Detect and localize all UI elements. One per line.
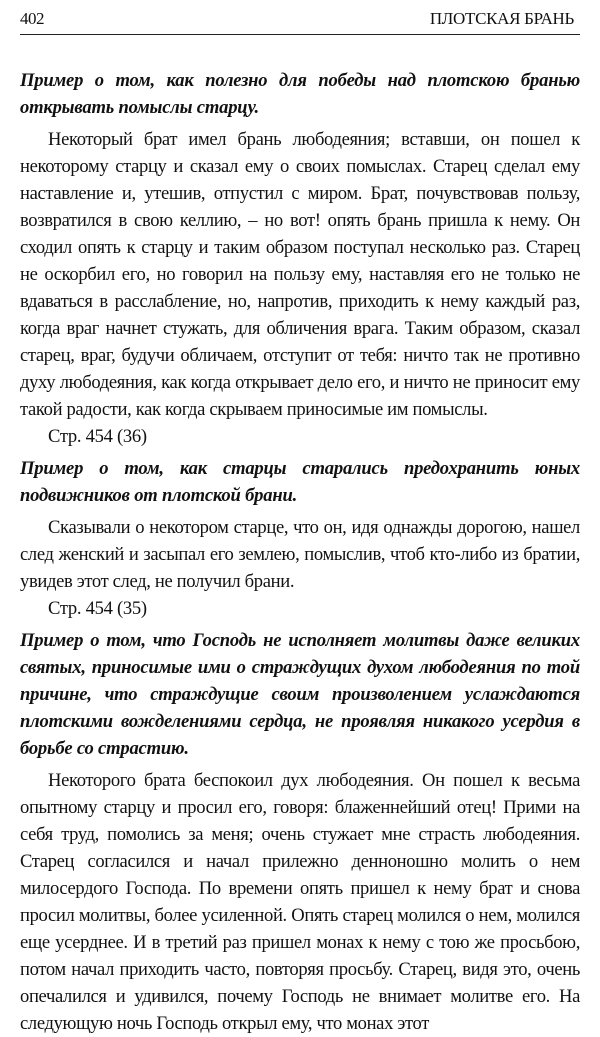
section-heading: Пример о том, как полезно для победы над плотскою бранью открывать помыслы старцу.	[20, 70, 580, 118]
page-number: 402	[20, 9, 44, 28]
book-page	[20, 0, 580, 1037]
section-1	[20, 67, 580, 450]
section-heading: Пример о том, что Господь не исполняет молитвы даже великих святых, приносимые ими о страждущих духом любодеяния по той причине, что страждущие своим произволением услаждаются плотскими вожделениями сердца, не проявляя никакого усердия в борьбе со страстию.	[20, 630, 580, 759]
running-title: ПЛОТСКАЯ БРАНЬ	[429, 9, 574, 28]
section-body: Некоторый брат имел брань любодеяния; вставши, он пошел к некоторому старцу и сказал ему о своих помыслах. Старец сделал ему наставление и, утешив, отпустил с миром. Брат, почувствовав пользу, возвратился в свою келлию, – но вот! опять брань пришла к нему. Он сходил опять к старцу и таким образом поступал несколько раз. Старец не оскорбил его, но говорил на пользу ему, наставляя его не только не вдаваться в расслабление, но, напротив, приходить к нему каждый раз, когда враг начнет стужать, для обличения врага. Таким образом, сказал старец, враг, будучи обличаем, отступит от тебя: ничто так не противно духу любодеяния, как когда открывает дело его, и ничто не приносит ему такой радости, как когда скрываем приносимые им помыслы.	[20, 129, 580, 420]
section-2	[20, 455, 580, 622]
section-body: Сказывали о некотором старце, что он, идя однажды дорогою, нашел след женский и засыпал его землею, помыслив, чтоб кто-либо из братии, увидев этот след, не получил брани.	[20, 517, 580, 592]
section-heading: Пример о том, как старцы старались предохранить юных подвижников от плотской брани.	[20, 458, 580, 506]
source-reference: Стр. 454 (35)	[48, 598, 147, 619]
running-header	[20, 0, 580, 35]
section-body: Некоторого брата беспокоил дух любодеяния. Он пошел к весьма опытному старцу и просил его, говоря: блаженнейший отец! Прими на себя труд, помолись за меня; очень стужает мне страсть любодеяния. Старец согласился и начал прилежно денноношно молить о нем милосердого Господа. По времени опять пришел к нему брат и снова просил молитвы, более усиленной. Опять старец молился о нем, молился еще усерднее. И в третий раз пришел монах к нему с тою же просьбою, потом начал приходить часто, повторяя просьбу. Старец, видя это, очень опечалился и удивился, почему Господь не внимает молитве его. На следующую ночь Господь открыл ему, что монах этот	[20, 770, 580, 1034]
page-content	[20, 67, 580, 1037]
section-3	[20, 627, 580, 1037]
source-reference: Стр. 454 (36)	[48, 426, 147, 447]
